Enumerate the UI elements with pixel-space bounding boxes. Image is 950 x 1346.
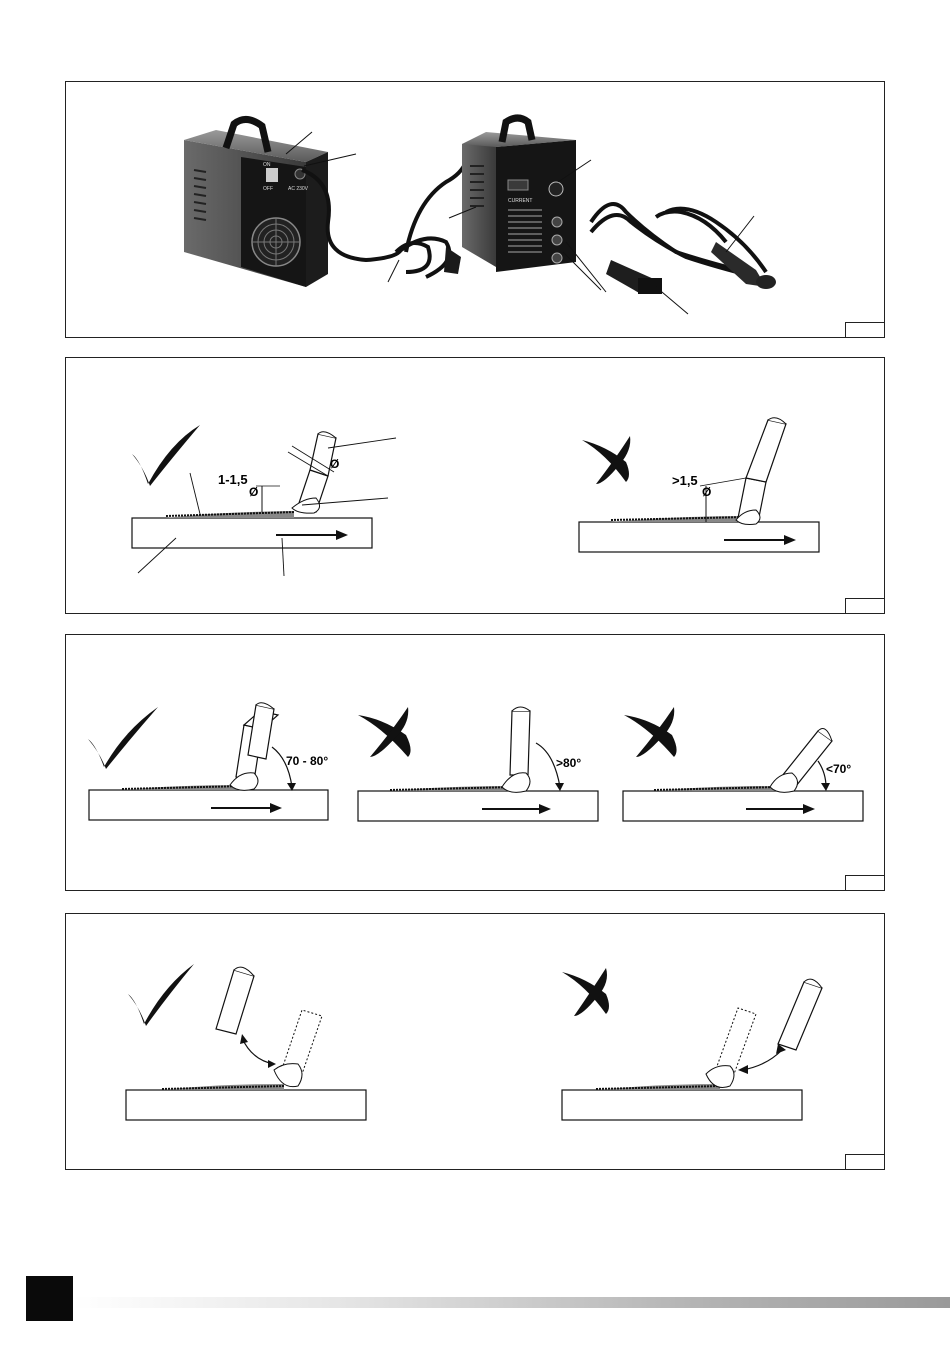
leader-lines — [138, 438, 396, 576]
switch-off-label: OFF — [263, 186, 273, 192]
equipment-illustration — [66, 82, 886, 339]
diameter-symbol: Ø — [249, 485, 259, 499]
figure-equipment — [65, 81, 885, 338]
figure-arc-strike — [65, 913, 885, 1170]
page-marker — [26, 1276, 73, 1321]
fan-icon — [252, 218, 300, 266]
switch-on-label: ON — [263, 162, 271, 168]
figure-number-tab — [845, 875, 884, 890]
figure-arc-length — [65, 357, 885, 614]
electrode-holder-icon — [606, 260, 662, 294]
footer-gradient-bar — [73, 1297, 950, 1308]
current-knob-icon — [549, 182, 563, 196]
electrode-diameter-symbol: Ø — [330, 457, 340, 471]
correct-check-icon — [128, 964, 194, 1026]
electrode-raised — [216, 967, 254, 1034]
incorrect-x-icon — [562, 968, 609, 1016]
display-icon — [508, 180, 528, 190]
current-panel-label: CURRENT — [508, 198, 533, 204]
power-rating-label: AC 230V — [288, 186, 309, 192]
workpiece-incorrect — [579, 522, 819, 552]
welder-rear-view — [184, 119, 466, 287]
angle-label-too-flat: <70° — [826, 762, 852, 776]
electrode-correct — [292, 432, 336, 513]
arc-length-label: 1-1,5 — [218, 472, 248, 487]
figure-number-tab — [845, 1154, 884, 1169]
plug-icon — [444, 247, 461, 274]
correct-check-icon — [132, 425, 200, 486]
angle-label-too-steep: >80° — [556, 756, 582, 770]
figure-electrode-angle — [65, 634, 885, 891]
workpiece-b — [358, 791, 598, 821]
electrode-b — [502, 707, 530, 792]
workpiece-correct — [126, 1090, 366, 1120]
workpiece-c — [623, 791, 863, 821]
incorrect-x-icon — [624, 707, 677, 757]
diameter-symbol: Ø — [702, 485, 712, 499]
arc-strike-diagram — [66, 914, 886, 1171]
terminal-minus-icon — [552, 235, 562, 245]
figure-number-tab — [845, 598, 884, 613]
electrode-a — [230, 703, 278, 791]
power-switch-icon — [266, 168, 278, 182]
angle-label-correct: 70 - 80° — [286, 754, 329, 768]
electrode-raised — [778, 979, 822, 1050]
workpiece-incorrect — [562, 1090, 802, 1120]
incorrect-x-icon — [358, 707, 411, 757]
figure-number-tab — [845, 322, 884, 337]
arc-length-diagram — [66, 358, 886, 615]
electrode-angle-diagram — [66, 635, 886, 892]
electrode-incorrect — [736, 418, 786, 525]
welder-front-view — [462, 118, 576, 272]
terminal-plus-icon — [552, 217, 562, 227]
workpiece-a — [89, 790, 328, 820]
electrode-c — [770, 729, 832, 793]
electrode-ghost — [716, 1008, 756, 1074]
correct-check-icon — [88, 707, 158, 769]
incorrect-x-icon — [582, 436, 630, 484]
arc-length-too-long-label: >1,5 — [672, 473, 698, 488]
